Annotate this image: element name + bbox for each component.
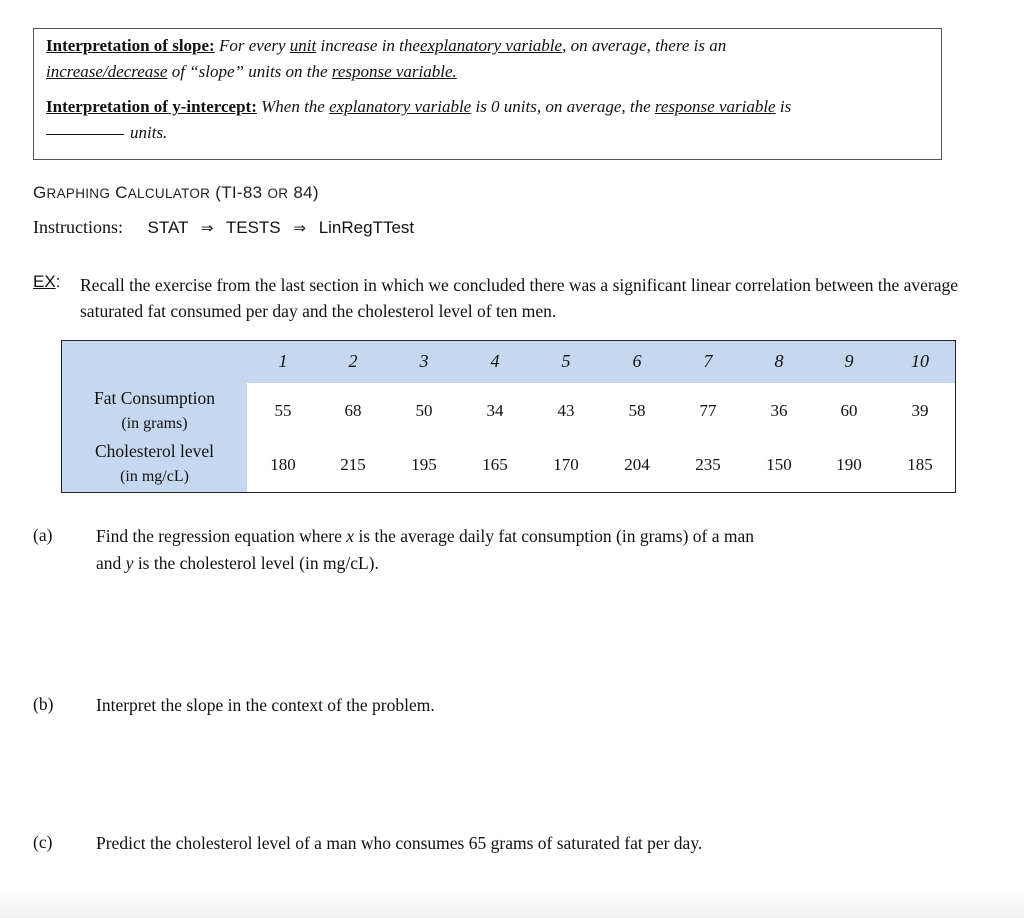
column-number: 3 (419, 351, 429, 371)
column-number: 1 (278, 351, 288, 371)
part-a-text-3: and (96, 553, 122, 573)
slope-unit: unit (289, 36, 317, 55)
part-c-text: Predict the cholesterol level of a man who consumes 65 grams of saturated fat per day. (96, 833, 703, 853)
column-number: 7 (703, 351, 713, 371)
column-number: 6 (632, 351, 642, 371)
table-cell: 235 (695, 455, 721, 474)
instructions-label: Instructions: (33, 217, 123, 237)
key-stat: STAT (147, 218, 189, 237)
part-a-text-2: is the average daily fat consumption (in grams) of a man (358, 526, 755, 546)
key-linregttest: LinRegTTest (318, 218, 415, 237)
table-cell: 58 (628, 401, 646, 420)
slope-text-2: increase in the (320, 36, 420, 55)
column-number: 5 (561, 351, 571, 371)
slope-label: Interpretation of slope: (46, 36, 215, 55)
table-cell: 190 (836, 455, 862, 474)
row-label-main: Fat Consumption (93, 388, 216, 408)
slope-text-3: , on average, there is an (562, 36, 727, 55)
table-cell: 50 (415, 401, 433, 420)
slope-incdec: increase/decrease (46, 62, 168, 81)
row-label-sub: (in mg/cL) (120, 468, 189, 485)
variable-y: y (125, 553, 134, 573)
part-b-text: Interpret the slope in the context of the problem. (96, 695, 435, 715)
intercept-label: Interpretation of y-intercept: (46, 97, 257, 116)
table-cell: 36 (770, 401, 788, 420)
column-number: 4 (490, 351, 500, 371)
arrow-icon: ⇒ (200, 219, 214, 237)
column-number: 10 (911, 351, 929, 371)
cholesterol-level-label (62, 438, 247, 490)
table-cell: 39 (911, 401, 929, 420)
answer-blank (46, 134, 124, 135)
intercept-interpretation-line (46, 97, 791, 117)
part-a-letter: (a) (33, 525, 53, 545)
instructions-line (33, 217, 414, 238)
intercept-text-2: is 0 units, on average, the (475, 97, 651, 116)
slope-text-4: of “slope” units on the (171, 62, 328, 81)
example-label-text: EX (33, 272, 56, 291)
slope-interpretation-line (46, 36, 726, 56)
row-label-main: Cholesterol level (94, 441, 215, 461)
table-cell: 34 (486, 401, 504, 420)
table-cell: 204 (624, 455, 650, 474)
variable-x: x (346, 526, 355, 546)
arrow-icon: ⇒ (293, 219, 306, 237)
table-cell: 150 (766, 455, 792, 474)
row-label-sub: (in grams) (121, 415, 188, 432)
intercept-text-1: When the (261, 97, 325, 116)
key-sequence (148, 218, 415, 237)
part-a-text (96, 523, 754, 577)
interpretation-box (33, 28, 942, 160)
intercept-interpretation-line-2 (46, 123, 167, 143)
table-cell: 60 (840, 401, 858, 420)
example-colon: : (55, 272, 61, 291)
table-cell: 180 (270, 455, 296, 474)
fat-consumption-label (62, 385, 247, 437)
intercept-explanatory: explanatory variable (329, 97, 472, 116)
column-number: 8 (774, 351, 784, 371)
table-cell: 215 (340, 455, 366, 474)
heading-model-2: 84) (293, 183, 319, 202)
slope-interpretation-line-2 (46, 62, 457, 82)
page-bottom-shade (0, 888, 1024, 918)
part-b-letter: (b) (33, 694, 54, 714)
heading-c: C (115, 183, 128, 202)
heading-g: G (33, 183, 47, 202)
intercept-text-3: is (779, 97, 792, 116)
table-cell: 43 (557, 401, 575, 420)
table-cell: 68 (344, 401, 362, 420)
slope-response: response variable. (331, 62, 457, 81)
table-cell: 195 (411, 455, 437, 474)
table-cell: 185 (907, 455, 933, 474)
heading-model: (TI-83 (215, 183, 263, 202)
data-table (61, 340, 956, 493)
table-cell: 165 (482, 455, 508, 474)
part-c-letter: (c) (33, 832, 53, 852)
part-a-text-4: is the cholesterol level (in mg/cL). (137, 553, 379, 573)
table-cell: 55 (274, 401, 292, 420)
slope-text-1: For every (218, 36, 286, 55)
key-tests: TESTS (225, 218, 281, 237)
heading-or: OR (267, 186, 289, 201)
example-label (33, 272, 60, 292)
part-a-line-2 (96, 550, 754, 577)
heading-raphing: RAPHING (46, 186, 111, 201)
heading-alculator: ALCULATOR (127, 186, 211, 201)
part-a-text-1: Find the regression equation where (96, 526, 342, 546)
slope-explanatory: explanatory variable (419, 36, 563, 55)
intercept-units: units. (130, 123, 168, 142)
column-number: 2 (348, 351, 358, 371)
table-cell: 77 (699, 401, 717, 420)
column-number: 9 (844, 351, 854, 371)
example-text: Recall the exercise from the last section in which we concluded there was a significant linear correlation between the average saturated fat consumed per day and the cholesterol level of ten men. (80, 275, 959, 321)
table-cell: 170 (553, 455, 579, 474)
calculator-heading (33, 183, 319, 203)
intercept-response: response variable (654, 97, 776, 116)
part-a-line-1 (96, 523, 754, 550)
